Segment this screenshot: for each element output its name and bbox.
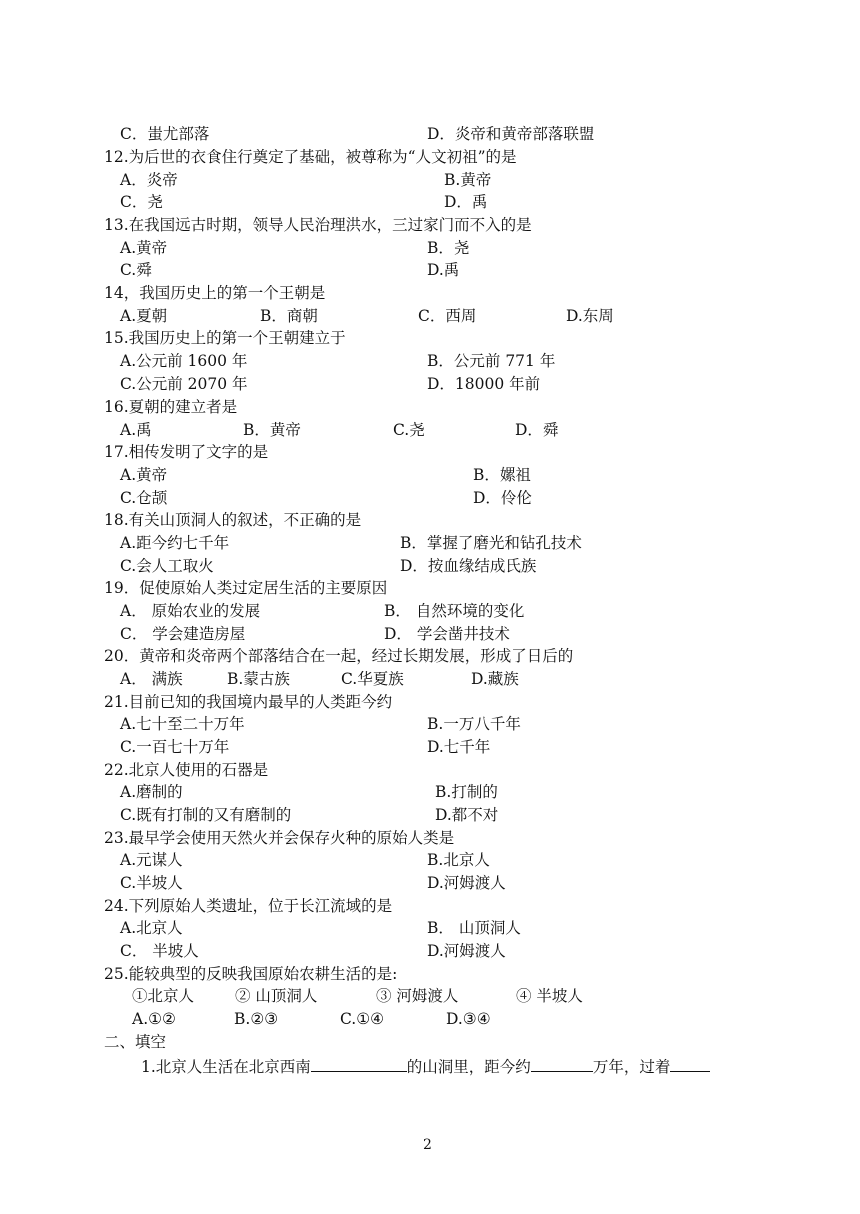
q12-option-d: D．禹 xyxy=(444,193,488,211)
q22-option-d: D.都不对 xyxy=(435,806,499,824)
q24-option-b: B． 山顶洞人 xyxy=(427,919,521,937)
fill-blank-1[interactable] xyxy=(311,1055,407,1072)
fill-1-text-1: 1.北京人生活在北京西南 xyxy=(141,1058,311,1076)
q21-option-a: A.七十至二十万年 xyxy=(120,715,245,733)
q16-option-b: B．黄帝 xyxy=(243,421,301,439)
q17-stem: 17.相传发明了文字的是 xyxy=(104,443,269,461)
q23-option-a: A.元谋人 xyxy=(120,851,183,869)
q13-stem: 13.在我国远古时期，领导人民治理洪水，三过家门而不入的是 xyxy=(104,216,532,234)
q18-stem: 18.有关山顶洞人的叙述，不正确的是 xyxy=(104,511,362,529)
fill-1-text-3: 万年，过着 xyxy=(592,1058,671,1076)
q23-stem: 23.最早学会使用天然火并会保存火种的原始人类是 xyxy=(104,829,455,847)
q17-option-c: C.仓颉 xyxy=(120,489,168,507)
section-2-heading: 二、填空 xyxy=(104,1033,167,1051)
q23-option-b: B.北京人 xyxy=(427,851,490,869)
q12-option-a: A．炎帝 xyxy=(120,171,178,189)
q18-option-b: B．掌握了磨光和钻孔技术 xyxy=(400,534,582,552)
q13-option-a: A.黄帝 xyxy=(120,239,168,257)
q21-option-d: D.七千年 xyxy=(427,738,491,756)
q25-item-1: ①北京人 xyxy=(132,987,195,1005)
q24-stem: 24.下列原始人类遗址，位于长江流域的是 xyxy=(104,897,393,915)
q16-stem: 16.夏朝的建立者是 xyxy=(104,398,238,416)
q16-option-d: D．舜 xyxy=(515,421,559,439)
q22-option-a: A.磨制的 xyxy=(120,783,183,801)
q14-option-d: D.东周 xyxy=(566,307,614,325)
q18-option-a: A.距今约七千年 xyxy=(120,534,230,552)
q22-option-c: C.既有打制的又有磨制的 xyxy=(120,806,292,824)
page-number: 2 xyxy=(423,1137,432,1153)
q13-option-b: B．尧 xyxy=(427,239,470,257)
q22-stem: 22.北京人使用的石器是 xyxy=(104,761,269,779)
q20-stem: 20．黄帝和炎帝两个部落结合在一起，经过长期发展，形成了日后的 xyxy=(104,647,574,665)
q20-option-c: C.华夏族 xyxy=(341,670,404,688)
q15-stem: 15.我国历史上的第一个王朝建立于 xyxy=(104,329,346,347)
q15-option-b: B．公元前 771 年 xyxy=(427,352,556,370)
q21-option-c: C.一百七十万年 xyxy=(120,738,230,756)
q21-option-b: B.一万八千年 xyxy=(427,715,521,733)
q16-option-c: C.尧 xyxy=(393,421,425,439)
q20-option-a: A． 满族 xyxy=(120,670,183,688)
q19-option-d: D． 学会凿井技术 xyxy=(384,625,510,643)
q21-stem: 21.目前已知的我国境内最早的人类距今约 xyxy=(104,693,393,711)
q25-stem: 25.能较典型的反映我国原始农耕生活的是: xyxy=(104,965,398,983)
q12-option-c: C．尧 xyxy=(120,193,163,211)
q25-option-b: B.②③ xyxy=(234,1010,279,1028)
q18-option-d: D．按血缘结成氏族 xyxy=(400,557,537,575)
q11-option-d: D．炎帝和黄帝部落联盟 xyxy=(427,125,595,143)
q23-option-d: D.河姆渡人 xyxy=(427,874,506,892)
q15-option-a: A.公元前 1600 年 xyxy=(120,352,248,370)
q12-option-b: B.黄帝 xyxy=(444,171,492,189)
q18-option-c: C.会人工取火 xyxy=(120,557,214,575)
q19-option-c: C． 学会建造房屋 xyxy=(120,625,246,643)
q19-option-b: B． 自然环境的变化 xyxy=(384,602,525,620)
q12-stem: 12.为后世的衣食住行奠定了基础，被尊称为“人文初祖”的是 xyxy=(104,148,517,166)
q17-option-b: B．嫘祖 xyxy=(473,466,531,484)
q15-option-c: C.公元前 2070 年 xyxy=(120,375,248,393)
q14-option-c: C．西周 xyxy=(418,307,477,325)
q23-option-c: C.半坡人 xyxy=(120,874,183,892)
q11-option-c: C．蚩尤部落 xyxy=(120,125,210,143)
q20-option-b: B.蒙古族 xyxy=(227,670,290,688)
q25-item-3: ③ 河姆渡人 xyxy=(376,987,459,1005)
q24-option-d: D.河姆渡人 xyxy=(427,942,506,960)
fill-blank-2[interactable] xyxy=(531,1055,593,1072)
q22-option-b: B.打制的 xyxy=(435,783,498,801)
q14-option-b: B．商朝 xyxy=(260,307,318,325)
q19-option-a: A． 原始农业的发展 xyxy=(120,602,261,620)
q25-option-d: D.③④ xyxy=(446,1010,491,1028)
q15-option-d: D．18000 年前 xyxy=(427,375,541,393)
q14-option-a: A.夏朝 xyxy=(120,307,168,325)
q13-option-d: D.禹 xyxy=(427,261,460,279)
q16-option-a: A.禹 xyxy=(120,421,152,439)
fill-question-1 xyxy=(141,1055,710,1077)
q14-stem: 14，我国历史上的第一个王朝是 xyxy=(104,284,326,302)
fill-blank-3[interactable] xyxy=(670,1055,710,1072)
q25-option-a: A.①② xyxy=(132,1010,176,1028)
q25-item-2: ② 山顶洞人 xyxy=(235,987,318,1005)
q20-option-d: D.藏族 xyxy=(471,670,519,688)
q13-option-c: C.舜 xyxy=(120,261,152,279)
q25-option-c: C.①④ xyxy=(340,1010,385,1028)
q17-option-a: A.黄帝 xyxy=(120,466,168,484)
q25-item-4: ④ 半坡人 xyxy=(516,987,583,1005)
fill-1-text-2: 的山洞里，距今约 xyxy=(406,1058,531,1076)
q17-option-d: D．伶伦 xyxy=(473,489,532,507)
q24-option-a: A.北京人 xyxy=(120,919,183,937)
q19-stem: 19．促使原始人类过定居生活的主要原因 xyxy=(104,579,388,597)
q24-option-c: C． 半坡人 xyxy=(120,942,199,960)
